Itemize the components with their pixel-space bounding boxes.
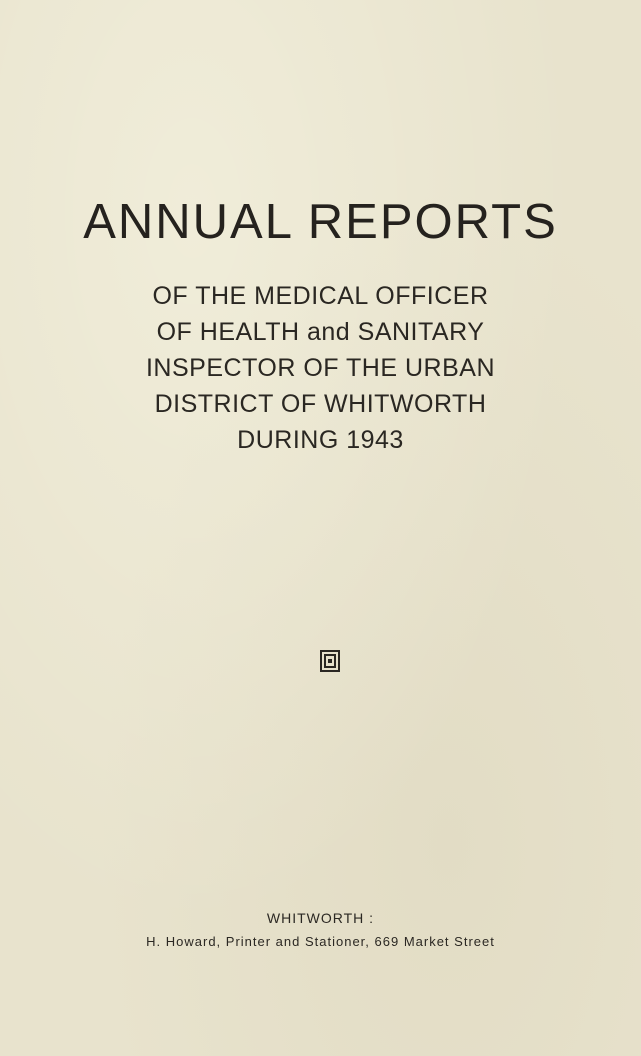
show-through-text <box>0 148 641 171</box>
subtitle-line: DURING 1943 <box>237 426 404 454</box>
printer-imprint: H. Howard, Printer and Stationer, 669 Market Street <box>146 934 495 949</box>
subtitle-line: INSPECTOR OF THE URBAN <box>145 354 495 382</box>
printer-mark-icon <box>320 650 340 672</box>
subtitle-line: DISTRICT OF WHITWORTH <box>154 390 487 418</box>
show-through-text <box>0 118 641 141</box>
subtitle-line: OF THE MEDICAL OFFICER <box>152 282 489 310</box>
publication-place: WHITWORTH : <box>266 910 375 926</box>
subtitle-line: OF HEALTH and SANITARY <box>156 318 485 346</box>
report-subtitle <box>0 278 641 458</box>
report-title: ANNUAL REPORTS <box>83 195 558 249</box>
